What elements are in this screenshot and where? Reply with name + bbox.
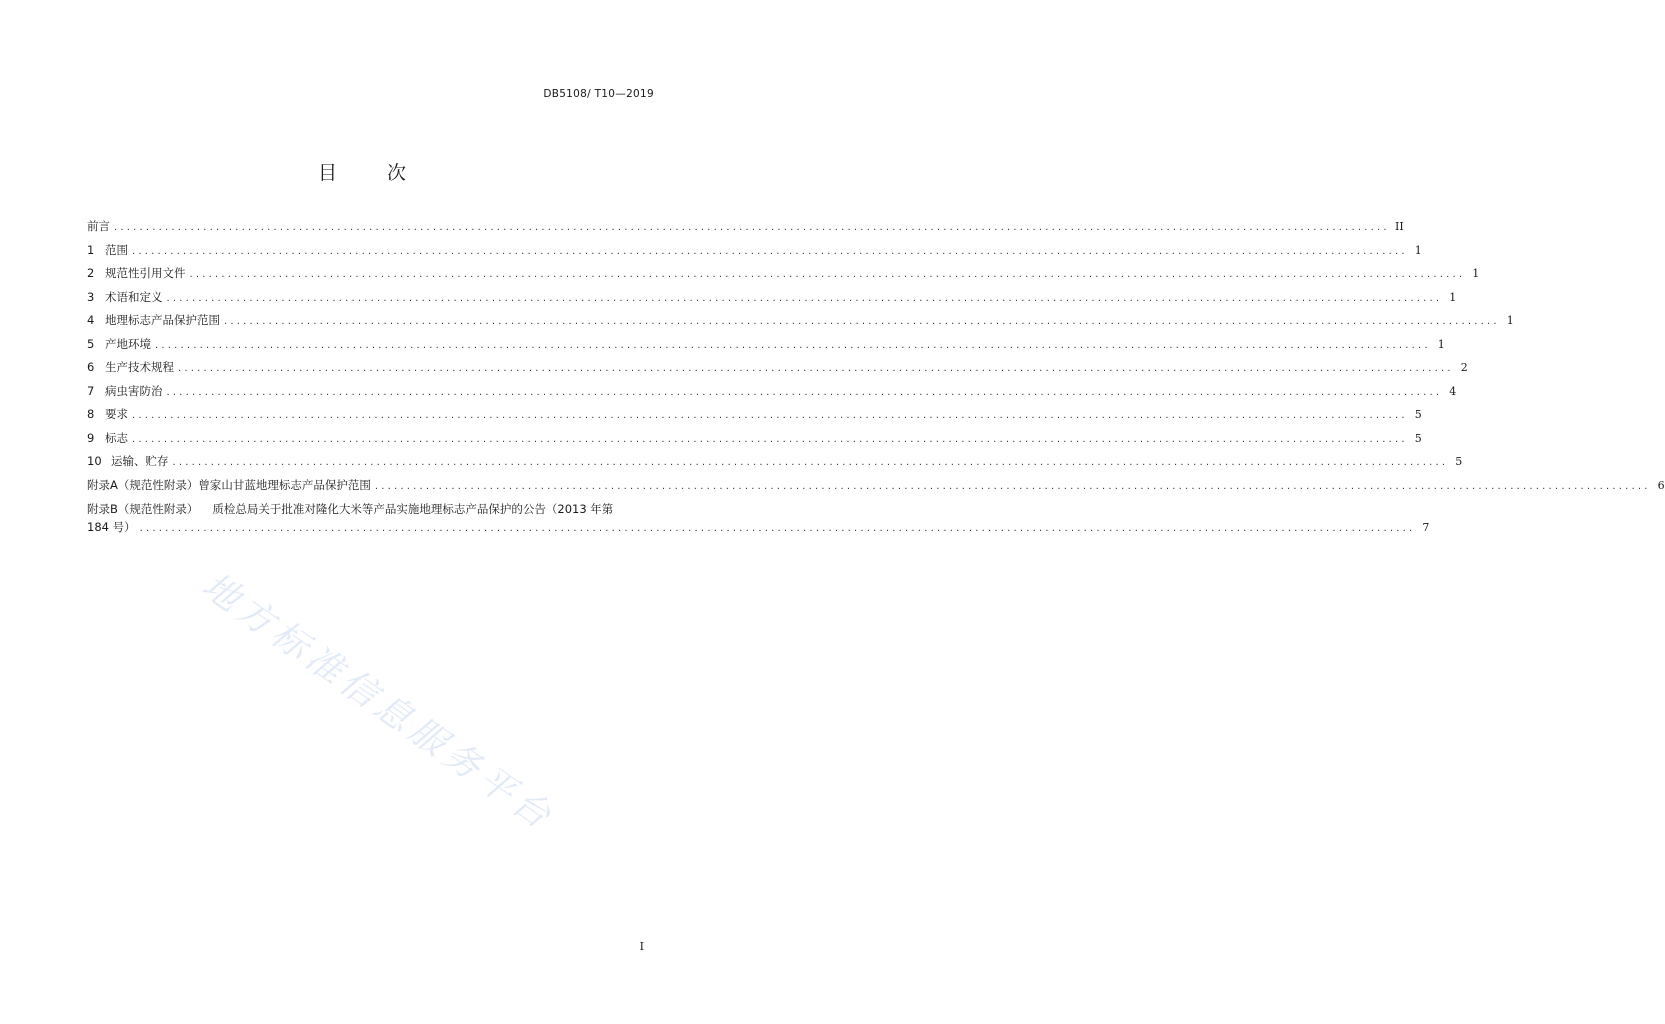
toc-entry-label: 运输、贮存 [111,454,169,468]
toc-leader-dots: ........................................................................................................................................................................................................ [166,386,1443,398]
toc-entry-line [87,518,1430,538]
page-number: I [639,940,644,953]
toc-entry-label: 病虫害防治 [105,383,163,398]
toc-entry-4[interactable] [87,312,1514,336]
toc-entry-number: 3 [87,289,95,304]
toc-entry-line [87,500,650,518]
toc-entry-label: 产地环境 [105,336,151,351]
toc-entry-label-continued: 184 号） [87,520,136,534]
toc-leader-dots: ........................................................................................................................................................................................................ [132,410,1408,421]
document-code: DB5108/ T10—2019 [543,88,654,100]
toc-entry-number: 2 [87,266,95,280]
toc-entry-page: 5 [1455,455,1463,468]
toc-leader-dots: ........................................................................................................................................................................................................ [132,245,1408,257]
toc-entry-label: 术语和定义 [105,289,163,304]
page-title: 目 次 [317,162,429,184]
toc-entry-page: 5 [1414,408,1422,421]
toc-leader-dots: ........................................................................................................................................................................................................ [374,480,1651,492]
toc-entry-page: 4 [1449,384,1457,398]
toc-entry-5[interactable] [87,336,1445,360]
toc-entry-2[interactable] [87,265,1480,289]
toc-entry-6[interactable] [87,359,1468,383]
toc-entry-page: 1 [1414,243,1422,257]
toc-entry-label: 地理标志产品保护范围 [105,313,220,327]
toc-entry-page: II [1395,220,1404,233]
toc-leader-dots: ........................................................................................................................................................................................................ [155,339,1431,351]
toc-entry-page: 1 [1506,314,1514,327]
toc-entry-label: 要求 [105,407,128,421]
toc-entry-page: 7 [1422,521,1430,534]
toc-entry-3[interactable] [87,289,1457,313]
toc-leader-dots: ........................................................................................................................................................................................................ [166,292,1443,304]
toc-entry-page: 1 [1472,267,1480,280]
toc-entry-page: 1 [1449,290,1457,304]
toc-entry-page: 2 [1460,361,1468,374]
toc-leader-dots: ........................................................................................................................................................................................................ [132,433,1408,445]
toc-entry-label: 曾家山甘蓝地理标志产品保护范围 [198,477,371,492]
toc-entry-number: 9 [87,430,95,445]
toc-leader-dots: ........................................................................................................................................................................................................ [172,457,1449,468]
toc-leader-dots: ........................................................................................................................................................................................................ [189,269,1466,280]
toc-entry-number: 8 [87,407,95,421]
toc-leader-dots: ........................................................................................................................................................................................................ [139,523,1416,534]
toc-entry-label: 标志 [105,430,128,445]
toc-entry-number: 5 [87,336,95,351]
toc-entry-7[interactable] [87,383,1457,407]
toc-entry-foreword[interactable] [87,218,1404,242]
toc-entry-label: 范围 [105,242,128,257]
toc-entry-label: 前言 [87,219,110,233]
toc-entry-number: 附录B（规范性附录） [87,502,199,516]
toc-entry-page: 5 [1414,431,1422,445]
toc-entry-label: 质检总局关于批准对隆化大米等产品实施地理标志产品保护的公告（2013 年第 [212,502,614,516]
toc-entry-number: 附录A（规范性附录） [87,477,199,492]
toc-entry-page: 6 [1657,478,1665,492]
toc-entry-label: 规范性引用文件 [105,266,186,280]
toc-entry-9[interactable] [87,430,1422,454]
toc-entry-number: 1 [87,242,95,257]
toc-entry-appendix-a[interactable] [87,477,1665,501]
toc-entry-10[interactable] [87,453,1463,477]
toc-entry-number: 6 [87,360,95,374]
watermark: 地方标准信息服务平台 [194,565,563,840]
toc-entry-1[interactable] [87,242,1422,266]
toc-entry-label: 生产技术规程 [105,360,174,374]
toc-entry-appendix-b[interactable] [87,500,1430,538]
toc-entry-page: 1 [1437,337,1445,351]
table-of-contents [87,218,1665,538]
toc-entry-8[interactable] [87,406,1422,430]
toc-entry-number: 10 [87,454,102,468]
toc-entry-number: 7 [87,383,95,398]
toc-leader-dots: ........................................................................................................................................................................................................ [178,363,1454,374]
toc-entry-number: 4 [87,313,95,327]
toc-leader-dots: ........................................................................................................................................................................................................ [114,222,1390,233]
toc-leader-dots: ........................................................................................................................................................................................................ [224,316,1500,327]
